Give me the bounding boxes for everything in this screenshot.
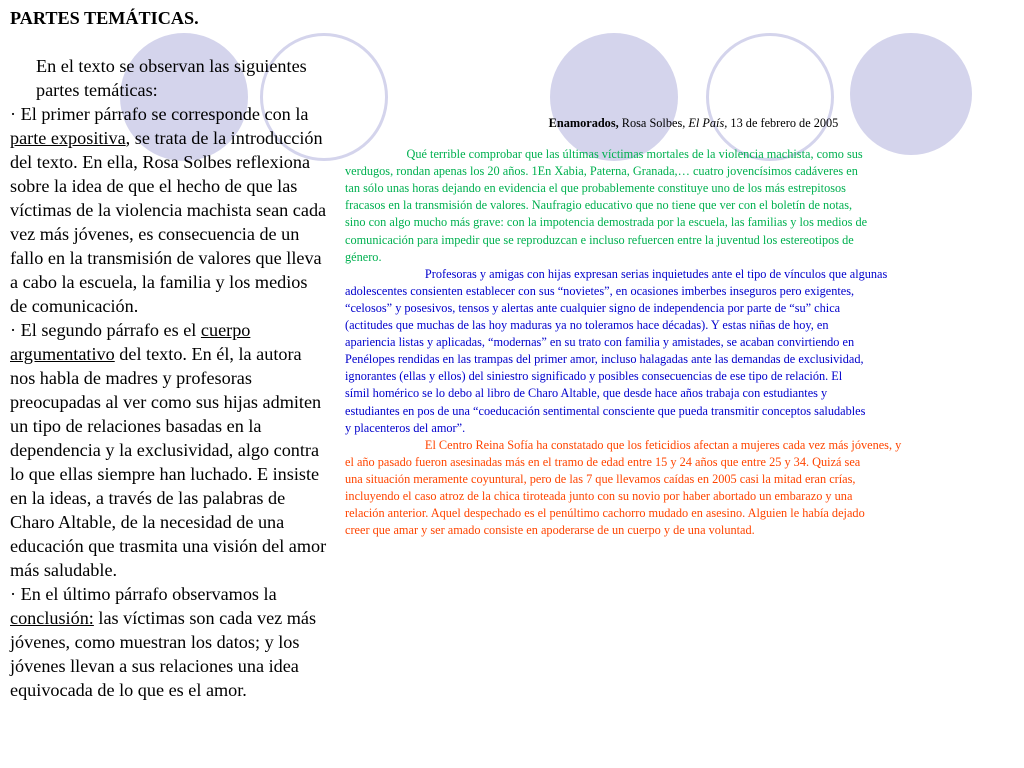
article-column bbox=[345, 115, 1017, 539]
third-part-keyword: conclusión: bbox=[10, 608, 94, 628]
first-part-keyword: parte expositiva bbox=[10, 128, 126, 148]
first-part-text-b: , se trata de la introducción del texto. En ella, Rosa Solbes reflexiona sobre la idea de que el hecho de que las víctimas de la violencia machista sean cada vez más jóvenes, es consecuencia de un fallo en la transmisión de valores que lleva a cabo la escuela, la familia y los medios de comunicación. bbox=[10, 128, 327, 316]
article-line: El Centro Reina Sofía ha constatado que los feticidios afectan a mujeres cada vez más jóvenes, y bbox=[345, 437, 902, 452]
third-part-text-b: las víctimas son cada vez más jóvenes, como muestran los datos; y los jóvenes llevan a sus relaciones una idea equivocada de lo que es el amor. bbox=[10, 608, 317, 700]
article-line: símil homérico se lo debo al libro de Charo Altable, que desde hace años trabaja con estudiantes y bbox=[345, 386, 828, 401]
first-part-paragraph bbox=[10, 102, 328, 318]
second-part-text-a: · El segundo párrafo es el bbox=[10, 320, 201, 340]
article-line: (actitudes que muchas de las hoy maduras ya no toleramos hace décadas). Y estas niñas de hoy, en bbox=[345, 318, 829, 333]
article-newspaper: El País, bbox=[688, 116, 728, 130]
article-paragraph-3 bbox=[345, 437, 1017, 540]
article-paragraph-2 bbox=[345, 266, 1017, 437]
article-line: apariencia listas y aplicadas, “modernas” en su trato con familia y amistades, se acaban convirtiendo en bbox=[345, 335, 855, 350]
article-line: incluyendo el caso atroz de la chica tiroteada junto con su novio por haber abortado un embarazo y una bbox=[345, 488, 853, 503]
article-line: género. bbox=[345, 249, 382, 264]
article-line: Penélopes rendidas en las trampas del primer amor, incluso halagadas ante las demandas de exclusividad, bbox=[345, 352, 864, 367]
thematic-parts-column bbox=[10, 6, 328, 702]
article-line: verdugos, rondan apenas los 20 años. 1En Xabia, Paterna, Granada,… cuatro jovencísimos cadáveres en bbox=[345, 164, 858, 179]
article-line: Qué terrible comprobar que las últimas víctimas mortales de la violencia machista, como sus bbox=[345, 147, 863, 162]
article-line: relación anterior. Aquel despechado es el penúltimo cachorro mudado en asesino. Alguien le había dejado bbox=[345, 506, 865, 521]
article-line: ignorantes (ellas y ellos) del siniestro significado y posibles consecuencias de ese tipo de relación. El bbox=[345, 369, 843, 384]
article-author: Rosa Solbes, bbox=[618, 116, 689, 130]
article-line: fracasos en la transmisión de valores. Naufragio educativo que no tiene que ver con el boletín de notas, bbox=[345, 198, 853, 213]
article-line: sino con algo mucho más grave: con la impotencia demostrada por la escuela, las familias y los medios de bbox=[345, 215, 868, 230]
second-part-keyword: cuerpo argumentativo bbox=[10, 320, 251, 364]
article-line: estudiantes en pos de una “coeducación sentimental consciente que pueda transmitir conceptos saludables bbox=[345, 403, 866, 418]
article-line: una situación meramente coyuntural, pero de las 7 que llevamos caídas en 2005 casi la mitad eran crías, bbox=[345, 471, 856, 486]
article-line: creer que amar y ser amado consiste en apoderarse de un cuerpo y de una voluntad. bbox=[345, 523, 755, 538]
section-title: PARTES TEMÁTICAS. bbox=[10, 8, 199, 28]
article-paragraph-1 bbox=[345, 146, 1017, 266]
article-line: tan sólo unas horas dejando en evidencia el que probablemente constituye uno de los más estrepitosos bbox=[345, 181, 846, 196]
third-part-text-a: · En el último párrafo observamos la bbox=[10, 584, 277, 604]
article-line: el año pasado fueron asesinadas más en el tramo de edad entre 15 y 24 años que entre 25 y 34. Quizá sea bbox=[345, 454, 861, 469]
first-part-text-a: · El primer párrafo se corresponde con la bbox=[10, 104, 309, 124]
article-line: comunicación para impedir que se reproduzcan e incluso refuercen entre la juventud los estereotipos de bbox=[345, 232, 854, 247]
third-part-paragraph bbox=[10, 582, 328, 702]
second-part-paragraph bbox=[10, 318, 328, 582]
article-line: y placenteros del amor”. bbox=[345, 420, 466, 435]
article-line: “celosos” y posesivos, tensos y alertas ante cualquier signo de independencia por parte de “su” chica bbox=[345, 300, 841, 315]
article-line: Profesoras y amigas con hijas expresan serias inquietudes ante el tipo de vínculos que algunas bbox=[345, 266, 888, 281]
article-line: adolescentes consienten establecer con sus “novietes”, en ocasiones imberbes inseguros pero exigentes, bbox=[345, 283, 855, 298]
intro-paragraph: En el texto se observan las siguientes partes temáticas: bbox=[36, 56, 307, 100]
article-date: 13 de febrero de 2005 bbox=[727, 116, 839, 130]
article-title: Enamorados, bbox=[548, 116, 619, 130]
article-heading bbox=[345, 115, 1017, 132]
second-part-text-b: del texto. En él, la autora nos habla de madres y profesoras preocupadas al ver como sus hijas admiten un tipo de relaciones basadas en la dependencia y la exclusividad, algo contra lo que ellas siempre han luchado. E insiste en la ideas, a través de las palabras de Charo Altable, de la necesidad de una educación que trasmita una visión del amor más saludable. bbox=[10, 344, 327, 580]
